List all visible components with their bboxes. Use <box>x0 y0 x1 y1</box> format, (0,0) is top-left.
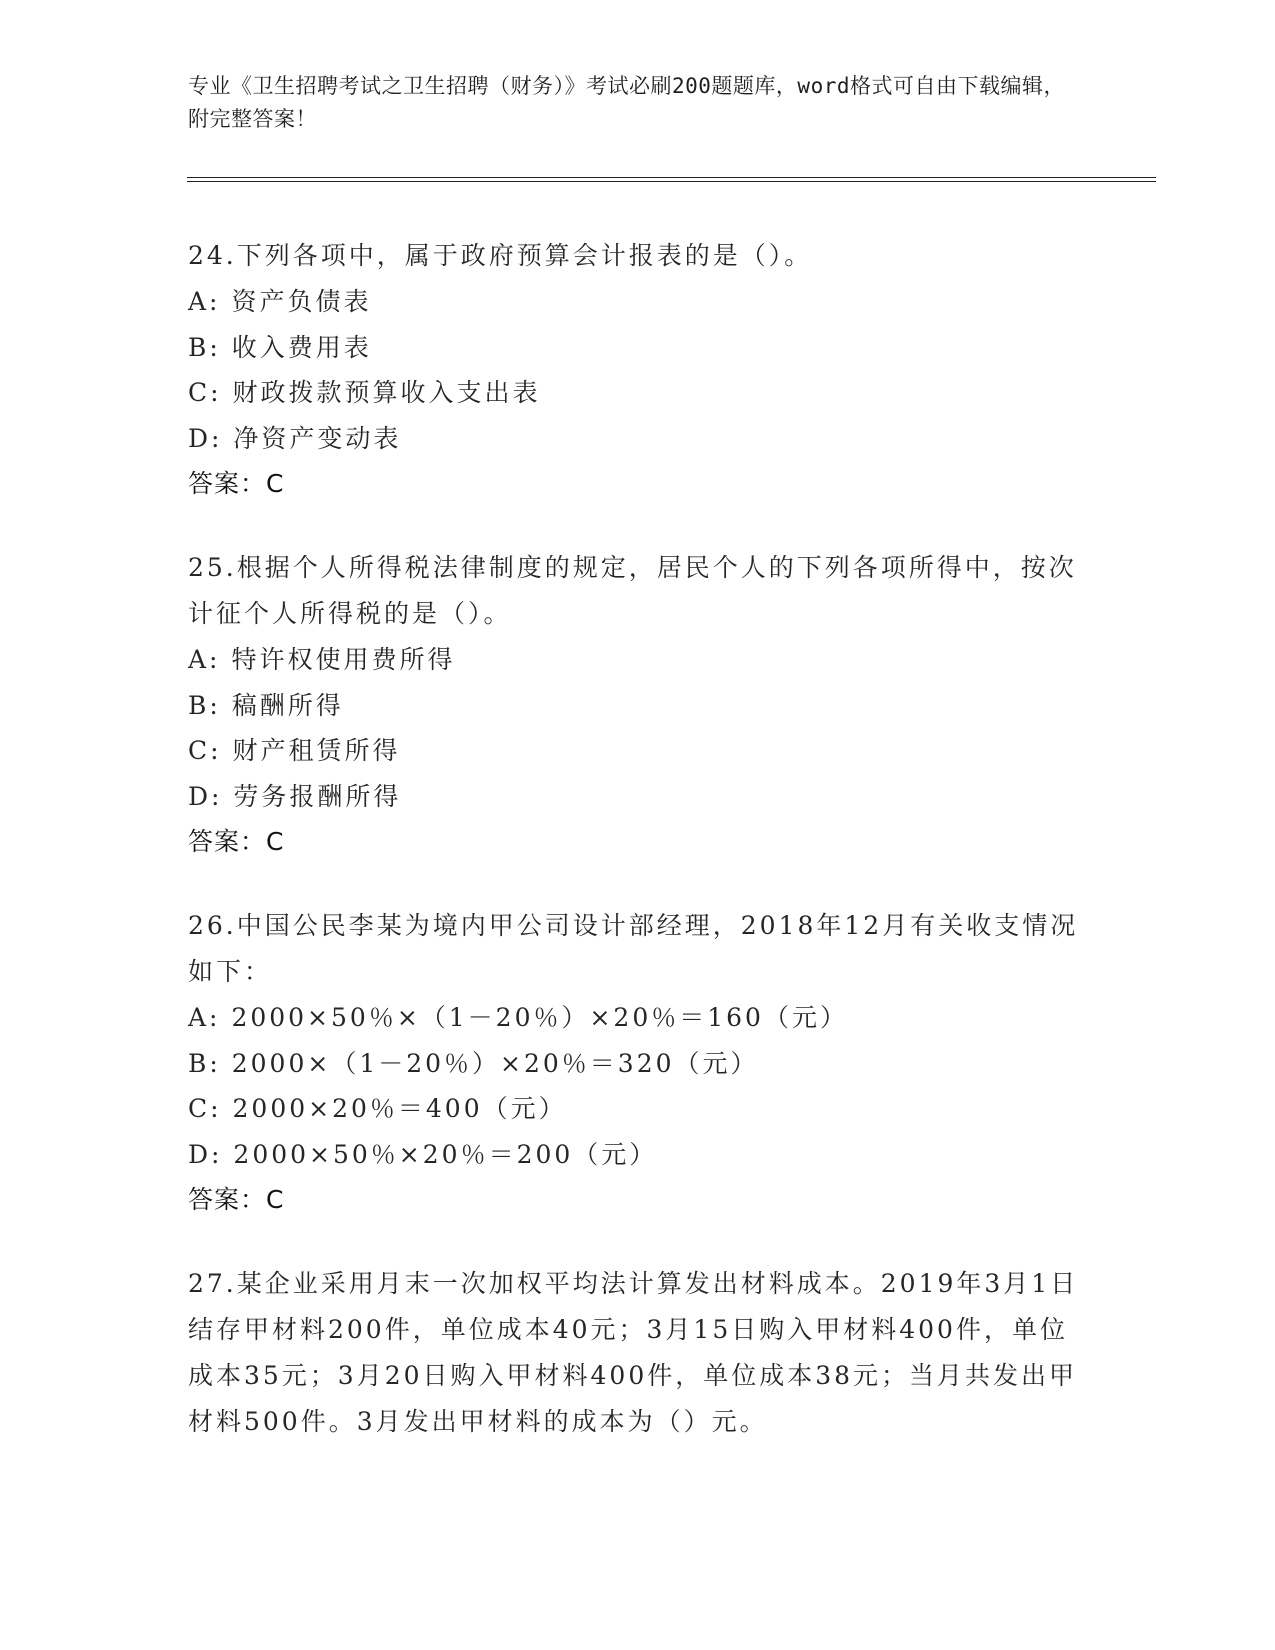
option-b <box>188 683 1088 729</box>
option-text: 财政拨款预算收入支出表 <box>232 378 541 407</box>
option-key: D: <box>188 423 223 453</box>
option-c <box>188 1086 1088 1132</box>
option-text: 特许权使用费所得 <box>231 645 456 674</box>
option-d <box>188 416 1088 462</box>
question-text: 27.某企业采用月末一次加权平均法计算发出材料成本。2019年3月1日结存甲材料200件，单位成本40元；3月15日购入甲材料400件，单位成本35元；3月20日购入甲材料400件，单位成本38元；当月共发出甲材料500件。3月发出甲材料的成本为（）元。 <box>188 1269 1079 1436</box>
option-text: 2000×50％×（1－20％）×20％＝160（元） <box>231 1003 848 1032</box>
option-key: D: <box>188 781 223 811</box>
question-text: 26.中国公民李某为境内甲公司设计部经理，2018年12月有关收支情况如下： <box>188 911 1079 986</box>
question-text: 24.下列各项中，属于政府预算会计报表的是（）。 <box>188 241 813 270</box>
option-key: B: <box>188 690 221 720</box>
question-25 <box>188 545 1088 865</box>
question-27 <box>188 1261 1088 1445</box>
answer-label: 答案：C <box>188 469 285 498</box>
option-key: C: <box>188 378 222 407</box>
answer-label: 答案：C <box>188 1185 285 1214</box>
option-text: 收入费用表 <box>231 332 372 362</box>
option-b <box>188 1041 1088 1087</box>
option-d <box>188 774 1088 820</box>
option-key: B: <box>188 332 221 362</box>
option-key: A: <box>188 1003 221 1032</box>
option-key: B: <box>188 1048 221 1078</box>
option-a <box>188 637 1088 683</box>
option-b <box>188 325 1088 371</box>
option-key: C: <box>188 1094 222 1123</box>
question-24 <box>188 233 1088 507</box>
question-list <box>188 233 1088 1483</box>
option-key: D: <box>188 1139 223 1169</box>
header-divider-top <box>187 177 1156 178</box>
option-key: A: <box>188 645 221 674</box>
option-a <box>188 279 1088 325</box>
option-d <box>188 1132 1088 1178</box>
option-text: 资产负债表 <box>231 287 372 316</box>
option-text: 净资产变动表 <box>233 423 402 453</box>
document-header-intro: 专业《卫生招聘考试之卫生招聘（财务）》考试必刷200题题库，word格式可自由下载编辑，附完整答案！ <box>188 74 1065 131</box>
question-text: 25.根据个人所得税法律制度的规定，居民个人的下列各项所得中，按次计征个人所得税的是（）。 <box>188 553 1077 628</box>
option-a <box>188 995 1088 1041</box>
option-text: 2000×20％＝400（元） <box>232 1094 567 1123</box>
option-text: 2000×（1－20％）×20％＝320（元） <box>231 1048 759 1078</box>
option-c <box>188 370 1088 416</box>
option-text: 财产租赁所得 <box>232 736 401 765</box>
option-text: 劳务报酬所得 <box>233 781 402 811</box>
question-26 <box>188 903 1088 1223</box>
header-divider-bottom <box>187 181 1156 182</box>
answer-label: 答案：C <box>188 827 285 856</box>
option-key: C: <box>188 736 222 765</box>
option-text: 稿酬所得 <box>231 690 344 720</box>
option-text: 2000×50％×20％＝200（元） <box>233 1139 658 1169</box>
option-c <box>188 728 1088 774</box>
option-key: A: <box>188 287 221 316</box>
